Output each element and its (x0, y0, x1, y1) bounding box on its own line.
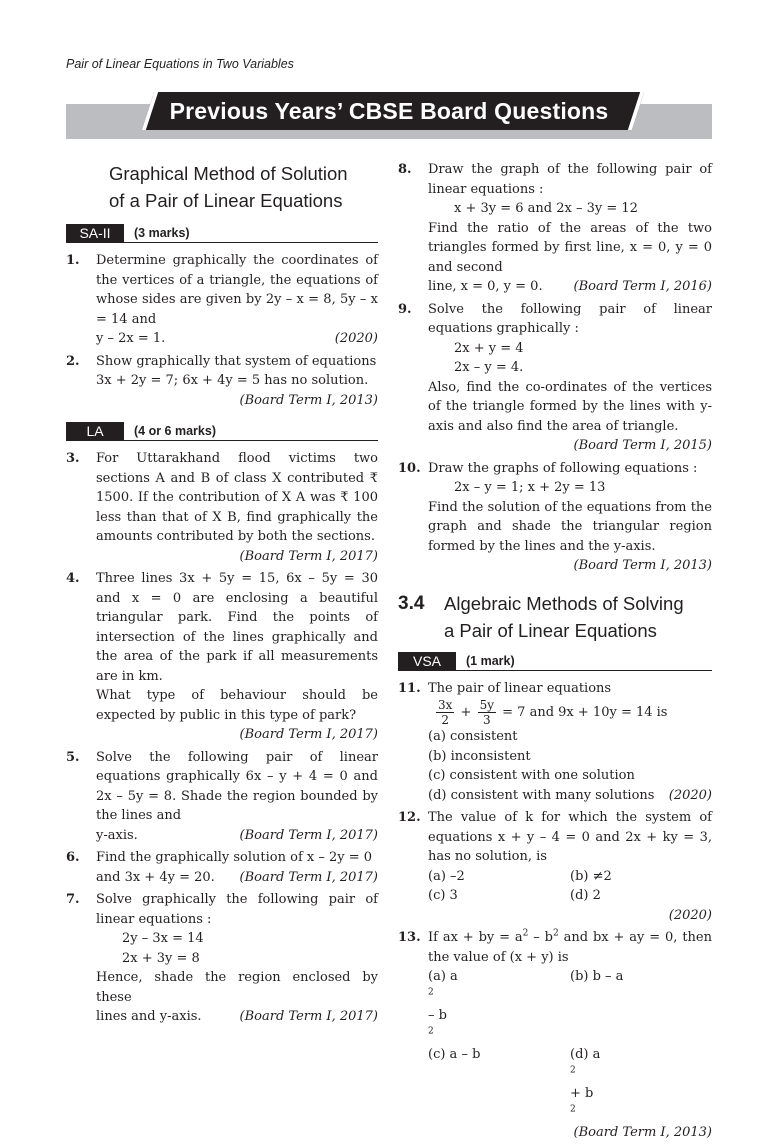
left-column (66, 160, 378, 1030)
fraction-1 (436, 698, 454, 727)
section-title-graphical (66, 160, 378, 214)
question-equation: x + 3y = 6 and 2x – 3y = 12 (454, 201, 638, 216)
vsa-marks: (1 mark) (466, 653, 515, 668)
question-text-end: line, x = 0, y = 0. (428, 279, 543, 294)
question-source: (Board Term I, 2017) (239, 548, 378, 564)
question-text-2: Hence, shade the region enclosed by these (96, 970, 378, 1005)
question-source: (Board Term I, 2013) (573, 1125, 712, 1140)
question-6 (66, 848, 378, 887)
question-3 (66, 449, 378, 566)
question-text-2: Find the ratio of the areas of the two triangles formed by first line, x = 0, y = 0 and second (428, 220, 712, 275)
fraction-denominator: 2 (441, 713, 450, 727)
question-text-post: and bx + ay = 0, then the value of (x + y) is (428, 930, 712, 965)
question-number: 7. (66, 892, 80, 907)
question-text: The pair of linear equations (428, 680, 612, 696)
question-text: Find the graphically solution of x – 2y = 0 (96, 850, 373, 865)
superscript: 2 (522, 928, 529, 939)
question-text-pre: If ax + by = a (428, 930, 523, 945)
question-equation-1: 2x + y = 4 (454, 340, 524, 356)
superscript: 2 (428, 987, 434, 998)
question-equation-2: 2x + 3y = 8 (122, 950, 200, 966)
question-number: 9. (398, 301, 412, 317)
sa2-header (66, 224, 378, 243)
running-head: Pair of Linear Equations in Two Variables (66, 57, 294, 71)
question-13 (398, 928, 712, 1143)
question-number: 1. (66, 253, 80, 268)
option-d-mid: + b (570, 1086, 594, 1101)
question-number: 8. (398, 162, 412, 177)
option-c: (c) 3 (428, 888, 458, 903)
superscript: 2 (570, 1065, 576, 1076)
section-title-line-2: a Pair of Linear Equations (444, 619, 657, 641)
question-text: Draw the graphs of following equations : (428, 460, 698, 476)
banner-title: Previous Years’ CBSE Board Questions (169, 97, 609, 124)
question-equation-1: 2y – 3x = 14 (122, 931, 204, 946)
plus-sign: + (460, 705, 472, 720)
question-equation: 2x – y = 1; x + 2y = 13 (454, 480, 606, 495)
fraction-numerator: 3x (438, 698, 453, 712)
question-text: The value of k for which the system of equations x + y – 4 = 0 and 2x + ky = 3, has no solution, is (428, 810, 712, 864)
question-text-mid: – b (528, 930, 553, 945)
superscript: 2 (428, 1026, 434, 1037)
option-a-mid: – b (428, 1008, 447, 1023)
question-text: Draw the graph of the following pair of linear equations : (428, 162, 712, 197)
la-marks: (4 or 6 marks) (134, 424, 216, 438)
question-number: 2. (66, 353, 80, 369)
right-column (398, 160, 712, 1146)
option-d (570, 1045, 712, 1123)
question-text-end: lines and y-axis. (96, 1009, 202, 1024)
option-d-text: (d) a (570, 1047, 601, 1062)
question-number: 3. (66, 451, 80, 466)
question-source: (Board Term I, 2017) (239, 827, 378, 843)
section-number: 3.4 (398, 592, 425, 614)
question-text: For Uttarakhand flood victims two sections A and B of class X contributed ₹ 1500. If the contribution of X A was ₹ 100 less than that of X B, find graphically the amounts contributed by both the sections. (96, 451, 378, 544)
question-number: 12. (398, 810, 421, 825)
question-source: (Board Term I, 2013) (239, 392, 378, 408)
question-text: Solve the following pair of linear equations graphically 6x – y + 4 = 0 and 2x – 5y = 8. Shade the region bounded by the lines and (96, 749, 378, 823)
question-number: 4. (66, 571, 80, 586)
question-text-end: y-axis. (96, 827, 138, 843)
question-11 (398, 679, 712, 806)
question-1 (66, 251, 378, 349)
vsa-badge: VSA (398, 652, 456, 670)
option-a: (a) –2 (428, 868, 465, 884)
fraction-numerator: 5y (479, 698, 495, 712)
option-a: (a) consistent (428, 729, 518, 744)
question-text: Three lines 3x + 5y = 15, 6x – 5y = 30 and x = 0 are enclosing a beautiful triangular park. Find the points of intersection of the lines graphically and the area of the park if all measurements are in km. (96, 571, 378, 684)
superscript: 2 (553, 928, 559, 939)
question-text: Determine graphically the coordinates of the vertices of a triangle, the equations of whose sides are given by 2y – x = 8, 5y – x = 14 and (96, 253, 378, 327)
option-b: (b) ≠2 (570, 868, 612, 884)
question-source: (Board Term I, 2016) (573, 279, 712, 294)
option-a (428, 967, 570, 1045)
question-text-2: Find the solution of the equations from the graph and shade the triangular region formed by the lines and the y-axis. (428, 499, 712, 554)
question-source: (Board Term I, 2017) (239, 727, 378, 742)
superscript: 2 (570, 1104, 576, 1115)
option-d: (d) 2 (570, 888, 601, 903)
question-text-2: Also, find the co-ordinates of the vertices of the triangle formed by the lines with y-axis and also find the area of triangle. (428, 379, 712, 434)
question-equation (428, 698, 712, 727)
question-equation-2: 2x – y = 4. (454, 360, 524, 375)
question-text: Show graphically that system of equations (96, 353, 377, 369)
option-b: (b) inconsistent (428, 748, 531, 764)
question-12 (398, 808, 712, 925)
question-source: (2020) (334, 331, 378, 346)
option-d: (d) consistent with many solutions (428, 787, 655, 803)
question-source: (2020) (668, 787, 712, 803)
question-4 (66, 569, 378, 745)
question-source: (Board Term I, 2013) (573, 558, 712, 573)
question-text-end: and 3x + 4y = 20. (96, 869, 215, 885)
section-title-line-2: of a Pair of Linear Equations (109, 190, 343, 211)
fraction-2 (478, 698, 496, 727)
fraction-denominator: 3 (482, 713, 491, 727)
question-text: Solve graphically the following pair of linear equations : (96, 892, 378, 927)
section-title-line-1: Graphical Method of Solution (109, 163, 348, 184)
question-number: 11. (398, 680, 421, 696)
question-number: 6. (66, 850, 80, 865)
question-8 (398, 160, 712, 297)
vsa-header (398, 652, 712, 671)
question-2 (66, 352, 378, 411)
question-number: 5. (66, 749, 80, 765)
question-number: 13. (398, 930, 421, 945)
sa2-badge: SA-II (66, 224, 124, 242)
question-5 (66, 748, 378, 846)
sa2-marks: (3 marks) (134, 226, 190, 240)
question-9 (398, 300, 712, 456)
question-equation: 3x + 2y = 7; 6x + 4y = 5 has no solution. (96, 373, 369, 388)
question-source: (2020) (668, 907, 712, 923)
equation-rest: = 7 and 9x + 10y = 14 is (502, 705, 668, 720)
question-source: (Board Term I, 2017) (239, 869, 378, 885)
question-source: (Board Term I, 2015) (573, 438, 712, 453)
option-c: (c) consistent with one solution (428, 768, 635, 783)
option-b: (b) b – a (570, 969, 624, 984)
question-number: 10. (398, 460, 421, 476)
question-text: Solve the following pair of linear equations graphically : (428, 301, 712, 336)
section-title-algebraic (398, 590, 712, 644)
section-title-line-1: Algebraic Methods of Solving (444, 592, 684, 614)
la-badge: LA (66, 422, 124, 440)
la-header (66, 422, 378, 441)
question-text-end: y – 2x = 1. (96, 331, 166, 346)
question-text-2: What type of behaviour should be expected by public in this type of park? (96, 688, 378, 723)
option-a-text: (a) a (428, 969, 458, 984)
question-source: (Board Term I, 2017) (239, 1009, 378, 1024)
question-10 (398, 459, 712, 576)
question-text (428, 928, 712, 967)
option-c: (c) a – b (428, 1047, 481, 1062)
question-7 (66, 890, 378, 1027)
